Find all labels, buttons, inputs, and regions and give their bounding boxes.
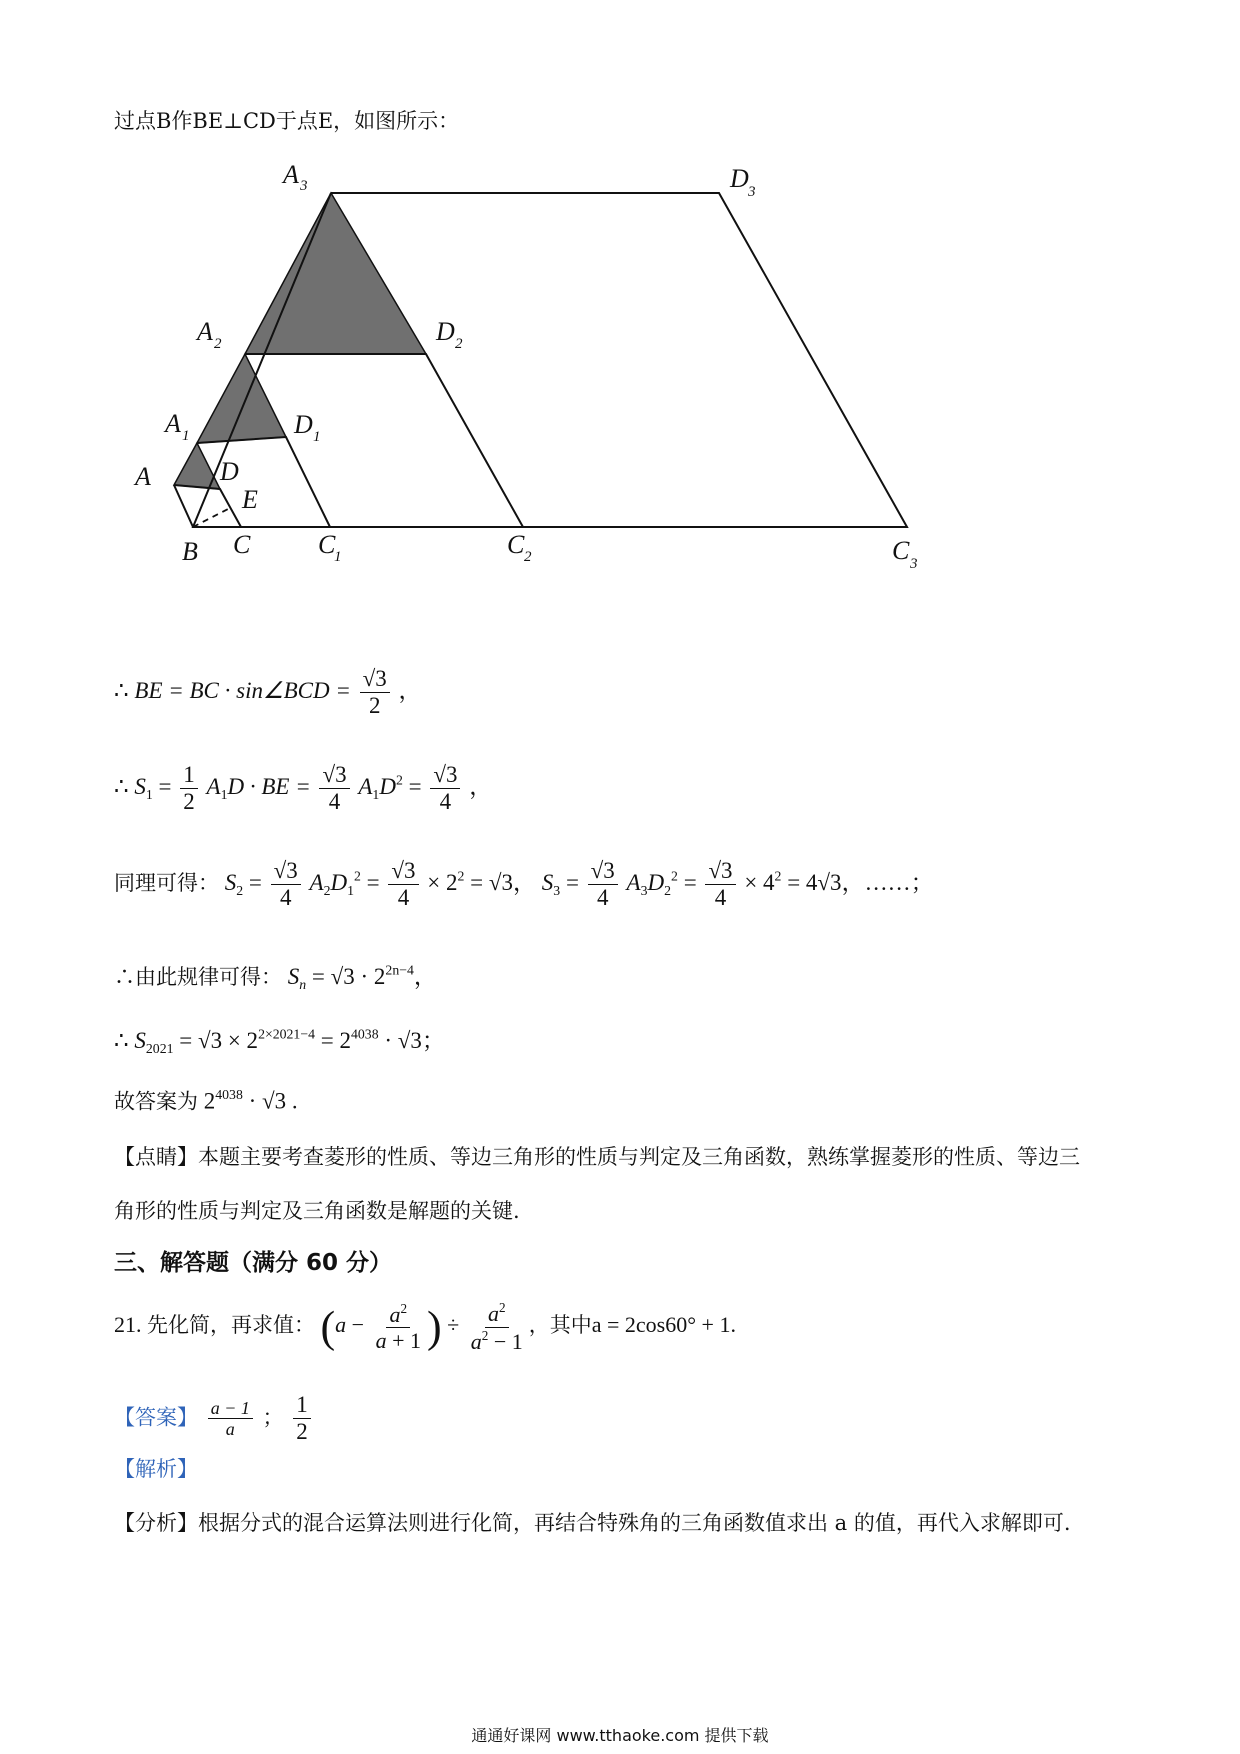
label-d3: D: [730, 164, 749, 193]
shaded-triangle-1: [174, 443, 220, 489]
answer-line: 故答案为 $2^{4038} \cdot √3$ .: [114, 1087, 298, 1114]
label-e: E: [242, 485, 258, 514]
comment-line-1: 【点睛】本题主要考查菱形的性质、等边三角形的性质与判定及三角函数，熟练掌握菱形的性质、等边三: [114, 1145, 1080, 1169]
be-dashed-line: [193, 508, 230, 527]
fenxi-line: 【分析】根据分式的混合运算法则进行化简，再结合特殊角的三角函数值求出 a 的值，再代入求解即可.: [114, 1511, 1071, 1535]
answer-21: 【答案】 $\frac{a - 1}{a}$ ； $\frac{1}{2}$: [114, 1392, 314, 1446]
section-title: 三、解答题（满分 60 分）: [114, 1250, 393, 1276]
shaded-triangle-3: [245, 193, 426, 354]
label-a1: A: [165, 409, 181, 438]
rhombus-figure: [120, 150, 940, 590]
rhombus-3: [193, 193, 907, 527]
label-d2: D: [436, 317, 455, 346]
label-a3: A: [283, 160, 299, 189]
label-c2: C: [507, 530, 525, 559]
label-c3: C: [892, 536, 910, 565]
svg-text:3: 3: [300, 178, 308, 194]
svg-text:2: 2: [455, 336, 463, 352]
footer-text: 通通好课网 www.tthaoke.com 提供下载: [471, 1726, 769, 1745]
comment-line-2: 角形的性质与判定及三角函数是解题的关键.: [114, 1199, 520, 1223]
analysis-tag: 【解析】: [114, 1457, 198, 1481]
label-c: C: [233, 530, 251, 559]
svg-text:3: 3: [910, 556, 918, 572]
step-3: 同理可得： $S_2$ = $\frac{√3}{4}$ $A_2D_1^2$ = $\frac{√3}{4}$ × $2^2 = √3$， $S_3$ = $\frac{√3}{4}$ $A_3D_2^2$ = $\frac{√3}{4}$ × $4^2 = 4√3$，……；: [114, 858, 934, 911]
intro-text: 过点B作BE⊥CD于点E，如图所示：: [114, 109, 460, 133]
label-c1: C: [318, 530, 336, 559]
svg-text:1: 1: [182, 428, 190, 444]
question-21: 21. 先化简，再求值： (a − $\frac{a^2}{a + 1}$ ) ÷ $\frac{a^2}{a^2 - 1}$ ，其中a = 2cos60° + 1.: [114, 1300, 736, 1354]
label-d1: D: [294, 410, 313, 439]
label-a2: A: [197, 317, 213, 346]
step-4: ∴由此规律可得： $S_n = √3 \cdot 2^{2n-4}$，: [114, 962, 437, 992]
svg-text:1: 1: [313, 429, 321, 445]
step-1: ∴ BE = BC · sin∠BCD = $\frac{√3}{2}$ ，: [114, 666, 422, 719]
step-2: ∴ $S_1$ = $\frac{1}{2}$ $A_1D$ · BE = $\frac{√3}{4}$ $A_1D^2$ = $\frac{√3}{4}$ ，: [114, 762, 493, 815]
svg-text:3: 3: [748, 184, 756, 200]
label-b: B: [182, 537, 198, 566]
svg-text:1: 1: [334, 549, 342, 565]
label-a: A: [135, 462, 151, 491]
svg-text:2: 2: [214, 336, 222, 352]
label-d: D: [220, 457, 239, 486]
comment-tag: 【点睛】: [114, 1145, 198, 1169]
answer-tag: 【答案】: [114, 1405, 198, 1430]
svg-text:2: 2: [524, 549, 532, 565]
shaded-triangle-2: [197, 354, 286, 443]
fenxi-tag: 【分析】: [114, 1511, 198, 1535]
step-5: ∴ $S_{2021} = √3 \times 2^{2\times 2021-4} = 2^{4038} \cdot √3$；: [114, 1026, 445, 1056]
